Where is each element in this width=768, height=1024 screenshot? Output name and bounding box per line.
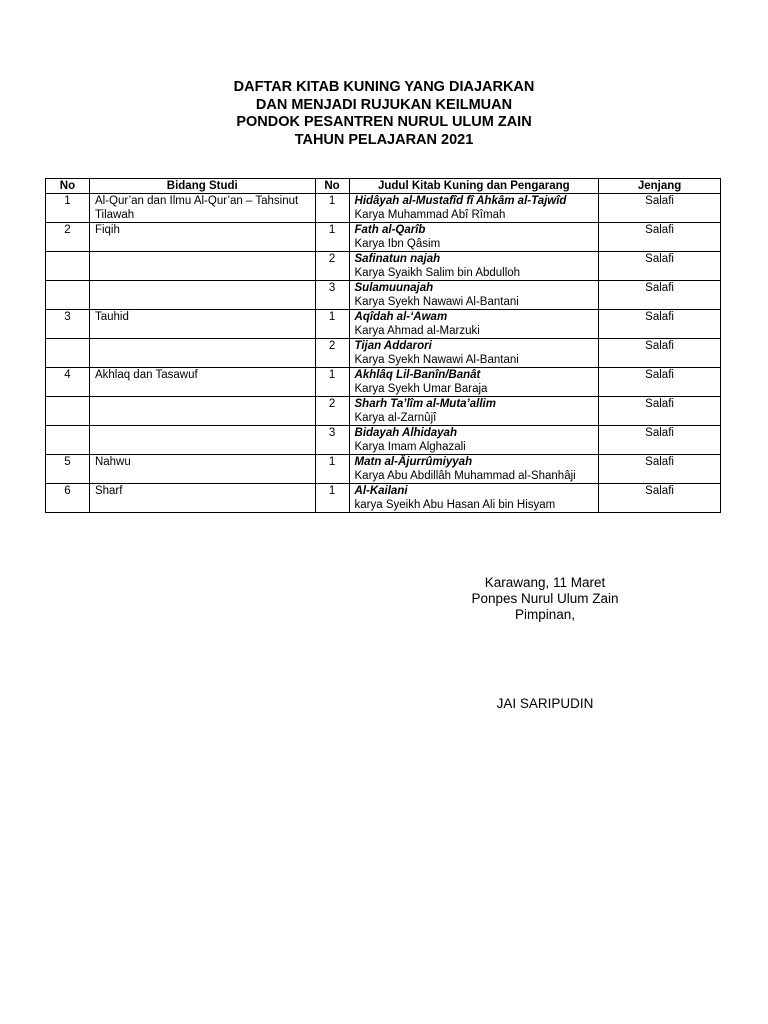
cell-no-kitab: 3 xyxy=(315,426,349,455)
table-row xyxy=(46,252,721,281)
kitab-author: Karya Ahmad al-Marzuki xyxy=(354,325,480,337)
cell-judul-kitab xyxy=(349,368,599,397)
cell-bidang-studi: Akhlaq dan Tasawuf xyxy=(89,368,315,397)
table-row xyxy=(46,310,721,339)
cell-no xyxy=(46,397,90,426)
table-row xyxy=(46,339,721,368)
title-line-3: PONDOK PESANTREN NURUL ULUM ZAIN xyxy=(236,114,532,130)
table-row xyxy=(46,281,721,310)
cell-jenjang: Salafi xyxy=(599,194,721,223)
cell-bidang-studi: Al-Qur’an dan Ilmu Al-Qur’an – Tahsinut Tilawah xyxy=(89,194,315,223)
cell-jenjang: Salafi xyxy=(599,252,721,281)
cell-bidang-studi xyxy=(89,252,315,281)
cell-no xyxy=(46,252,90,281)
cell-no-kitab: 1 xyxy=(315,223,349,252)
cell-no xyxy=(46,281,90,310)
kitab-author: karya Syeikh Abu Hasan Ali bin Hisyam xyxy=(354,499,556,511)
cell-no: 1 xyxy=(46,194,90,223)
cell-judul-kitab xyxy=(349,194,599,223)
cell-jenjang: Salafi xyxy=(599,223,721,252)
header-judul-kitab: Judul Kitab Kuning dan Pengarang xyxy=(349,179,599,194)
cell-no-kitab: 1 xyxy=(315,368,349,397)
table-row xyxy=(46,223,721,252)
header-bidang-studi: Bidang Studi xyxy=(89,179,315,194)
kitab-title: Aqîdah al-‘Awam xyxy=(354,311,448,323)
kitab-author: Karya Abu Abdillâh Muhammad al-Shanhâji xyxy=(354,470,576,482)
cell-jenjang: Salafi xyxy=(599,310,721,339)
cell-bidang-studi: Nahwu xyxy=(89,455,315,484)
cell-jenjang: Salafi xyxy=(599,484,721,513)
cell-judul-kitab xyxy=(349,455,599,484)
cell-judul-kitab xyxy=(349,252,599,281)
kitab-author: Karya Syekh Nawawi Al-Bantani xyxy=(354,296,519,308)
title-line-2: DAN MENJADI RUJUKAN KEILMUAN xyxy=(255,96,513,113)
table-row xyxy=(46,426,721,455)
kitab-title: Al-Kailani xyxy=(354,485,408,497)
header-jenjang: Jenjang xyxy=(599,179,721,194)
title-line-1: DAFTAR KITAB KUNING YANG DIAJARKAN xyxy=(233,79,535,95)
table-row xyxy=(46,397,721,426)
kitab-author: Karya Syekh Nawawi Al-Bantani xyxy=(354,354,519,366)
cell-no-kitab: 1 xyxy=(315,484,349,513)
cell-no-kitab: 2 xyxy=(315,339,349,368)
cell-judul-kitab xyxy=(349,223,599,252)
cell-bidang-studi xyxy=(89,397,315,426)
table-row xyxy=(46,368,721,397)
document-title xyxy=(0,79,768,149)
kitab-author: Karya Muhammad Abî Rîmah xyxy=(354,209,506,221)
kitab-title: Sharh Ta’lîm al-Muta’allim xyxy=(354,398,496,410)
cell-judul-kitab xyxy=(349,397,599,426)
kitab-author: Karya al-Zarnûjî xyxy=(354,412,437,424)
signature-place-date: Karawang, 11 Maret xyxy=(484,575,606,590)
cell-jenjang: Salafi xyxy=(599,426,721,455)
kitab-table xyxy=(45,178,721,513)
table-body xyxy=(46,194,721,513)
signature-name: JAI SARIPUDIN xyxy=(496,696,594,711)
kitab-author: Karya Syaikh Salim bin Abdulloh xyxy=(354,267,521,279)
cell-no: 6 xyxy=(46,484,90,513)
cell-bidang-studi xyxy=(89,339,315,368)
cell-bidang-studi: Tauhid xyxy=(89,310,315,339)
cell-judul-kitab xyxy=(349,484,599,513)
signature-role: Pimpinan, xyxy=(514,607,576,622)
cell-no-kitab: 1 xyxy=(315,310,349,339)
kitab-title: Safinatun najah xyxy=(354,253,441,265)
cell-jenjang: Salafi xyxy=(599,397,721,426)
table-header-row xyxy=(46,179,721,194)
cell-bidang-studi: Fiqih xyxy=(89,223,315,252)
cell-bidang-studi: Sharf xyxy=(89,484,315,513)
kitab-title: Bidayah Alhidayah xyxy=(354,427,457,439)
signature-institution: Ponpes Nurul Ulum Zain xyxy=(471,591,619,606)
cell-jenjang: Salafi xyxy=(599,339,721,368)
cell-no xyxy=(46,426,90,455)
cell-no: 3 xyxy=(46,310,90,339)
cell-no-kitab: 2 xyxy=(315,397,349,426)
title-line-4: TAHUN PELAJARAN 2021 xyxy=(294,131,474,148)
cell-no: 5 xyxy=(46,455,90,484)
kitab-title: Tijan Addarori xyxy=(354,340,432,352)
cell-no-kitab: 1 xyxy=(315,455,349,484)
kitab-title: Matn al-Âjurrûmiyyah xyxy=(354,456,473,468)
kitab-title: Akhlâq Lil-Banîn/Banât xyxy=(354,369,481,381)
cell-no: 2 xyxy=(46,223,90,252)
kitab-author: Karya Imam Alghazali xyxy=(354,441,466,453)
header-no: No xyxy=(46,179,90,194)
cell-jenjang: Salafi xyxy=(599,368,721,397)
cell-bidang-studi xyxy=(89,281,315,310)
cell-no-kitab: 3 xyxy=(315,281,349,310)
cell-jenjang: Salafi xyxy=(599,281,721,310)
cell-judul-kitab xyxy=(349,426,599,455)
cell-no-kitab: 2 xyxy=(315,252,349,281)
cell-no: 4 xyxy=(46,368,90,397)
cell-jenjang: Salafi xyxy=(599,455,721,484)
cell-no xyxy=(46,339,90,368)
table-row xyxy=(46,194,721,223)
header-no-kitab: No xyxy=(315,179,349,194)
cell-judul-kitab xyxy=(349,281,599,310)
kitab-title: Sulamuunajah xyxy=(354,282,434,294)
cell-judul-kitab xyxy=(349,339,599,368)
signature-block xyxy=(440,575,650,623)
kitab-author: Karya Syekh Umar Baraja xyxy=(354,383,488,395)
table-row xyxy=(46,484,721,513)
cell-no-kitab: 1 xyxy=(315,194,349,223)
cell-judul-kitab xyxy=(349,310,599,339)
kitab-title: Fath al-Qarîb xyxy=(354,224,426,236)
table-row xyxy=(46,455,721,484)
kitab-author: Karya Ibn Qâsim xyxy=(354,238,441,250)
cell-bidang-studi xyxy=(89,426,315,455)
kitab-title: Hidâyah al-Mustafîd fî Ahkâm al-Tajwîd xyxy=(354,195,567,207)
